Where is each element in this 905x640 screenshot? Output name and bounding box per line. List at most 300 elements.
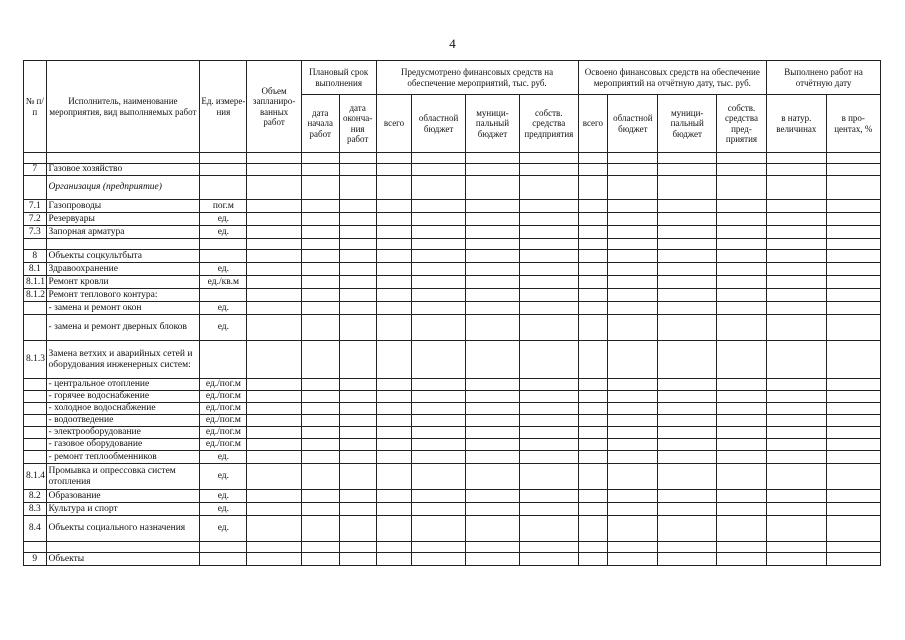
empty-cell xyxy=(412,176,465,200)
empty-cell xyxy=(376,403,412,415)
empty-cell xyxy=(520,391,578,403)
empty-cell xyxy=(301,553,339,566)
empty-cell xyxy=(465,164,519,176)
empty-cell xyxy=(412,503,465,516)
empty-cell xyxy=(301,464,339,490)
empty-cell xyxy=(339,379,376,391)
empty-cell xyxy=(826,289,880,302)
header-plan-end: дата оконча-ния работ xyxy=(339,95,376,153)
empty-cell xyxy=(608,226,658,239)
row-number xyxy=(24,439,47,451)
empty-cell xyxy=(301,427,339,439)
empty-cell xyxy=(376,341,412,379)
empty-cell xyxy=(767,250,826,263)
table-row xyxy=(24,176,881,200)
empty-cell xyxy=(247,542,301,553)
table-row xyxy=(24,315,881,341)
row-number xyxy=(24,302,47,315)
row-number: 8 xyxy=(24,250,47,263)
report-table xyxy=(23,60,881,566)
empty-cell xyxy=(376,250,412,263)
empty-cell xyxy=(301,341,339,379)
row-unit xyxy=(200,250,247,263)
empty-cell xyxy=(339,490,376,503)
table-row xyxy=(24,391,881,403)
empty-cell xyxy=(716,239,766,250)
row-name: Образование xyxy=(46,490,200,503)
empty-cell xyxy=(826,490,880,503)
empty-cell xyxy=(608,403,658,415)
empty-cell xyxy=(412,451,465,464)
empty-cell xyxy=(465,415,519,427)
table-row xyxy=(24,516,881,542)
empty-cell xyxy=(608,276,658,289)
empty-cell xyxy=(301,490,339,503)
header-municipal: муници-пальный бюджет xyxy=(465,95,519,153)
empty-cell xyxy=(658,226,716,239)
empty-cell xyxy=(465,542,519,553)
table-row xyxy=(24,490,881,503)
empty-cell xyxy=(520,439,578,451)
row-name: Здравоохранение xyxy=(46,263,200,276)
table-row xyxy=(24,213,881,226)
empty-cell xyxy=(301,176,339,200)
row-name: Объекты соцкультбыта xyxy=(46,250,200,263)
empty-cell xyxy=(376,553,412,566)
empty-cell xyxy=(339,503,376,516)
empty-cell xyxy=(520,503,578,516)
row-number xyxy=(24,403,47,415)
empty-cell xyxy=(339,341,376,379)
empty-cell xyxy=(465,226,519,239)
empty-cell xyxy=(465,315,519,341)
empty-cell xyxy=(339,315,376,341)
empty-cell xyxy=(716,302,766,315)
empty-cell xyxy=(716,503,766,516)
row-unit xyxy=(200,553,247,566)
empty-cell xyxy=(412,276,465,289)
header-own-spent: собств. средства пред-приятия xyxy=(716,95,766,153)
row-number: 8.1.3 xyxy=(24,341,47,379)
empty-cell xyxy=(767,302,826,315)
table-row xyxy=(24,164,881,176)
empty-cell xyxy=(716,226,766,239)
row-name: Резервуары xyxy=(46,213,200,226)
header-num: № п/п xyxy=(24,61,47,153)
empty-cell xyxy=(520,164,578,176)
empty-cell xyxy=(376,490,412,503)
row-unit: ед. xyxy=(200,302,247,315)
empty-cell xyxy=(716,379,766,391)
empty-cell xyxy=(578,263,608,276)
row-number xyxy=(24,379,47,391)
empty-cell xyxy=(520,341,578,379)
table-row xyxy=(24,250,881,263)
empty-cell xyxy=(376,315,412,341)
row-unit: ед. xyxy=(200,263,247,276)
empty-cell xyxy=(826,315,880,341)
empty-cell xyxy=(376,451,412,464)
empty-cell xyxy=(716,415,766,427)
row-name: Промывка и опрессовка систем отопления xyxy=(46,464,200,490)
empty-cell xyxy=(826,439,880,451)
empty-cell xyxy=(767,176,826,200)
empty-cell xyxy=(376,391,412,403)
empty-cell xyxy=(826,302,880,315)
empty-cell xyxy=(658,542,716,553)
empty-cell xyxy=(767,164,826,176)
row-name: Объекты xyxy=(46,553,200,566)
empty-cell xyxy=(376,213,412,226)
empty-cell xyxy=(520,239,578,250)
header-regional-spent: областной бюджет xyxy=(608,95,658,153)
row-name: - холодное водоснабжение xyxy=(46,403,200,415)
empty-cell xyxy=(465,391,519,403)
row-number xyxy=(24,415,47,427)
empty-cell xyxy=(520,427,578,439)
empty-cell xyxy=(412,439,465,451)
empty-cell xyxy=(658,379,716,391)
empty-cell xyxy=(716,542,766,553)
empty-cell xyxy=(578,289,608,302)
row-number: 7.3 xyxy=(24,226,47,239)
empty-cell xyxy=(301,516,339,542)
empty-cell xyxy=(301,503,339,516)
empty-cell xyxy=(716,439,766,451)
empty-cell xyxy=(767,379,826,391)
empty-cell xyxy=(578,439,608,451)
empty-cell xyxy=(578,427,608,439)
empty-cell xyxy=(608,379,658,391)
empty-cell xyxy=(376,289,412,302)
empty-cell xyxy=(658,315,716,341)
empty-cell xyxy=(716,403,766,415)
empty-cell xyxy=(826,516,880,542)
empty-cell xyxy=(247,263,301,276)
empty-cell xyxy=(412,239,465,250)
empty-cell xyxy=(578,451,608,464)
row-number: 8.4 xyxy=(24,516,47,542)
empty-cell xyxy=(608,391,658,403)
empty-cell xyxy=(412,226,465,239)
empty-cell xyxy=(716,341,766,379)
header-done: Выполнено работ на отчётную дату xyxy=(767,61,881,95)
empty-cell xyxy=(376,379,412,391)
empty-cell xyxy=(465,464,519,490)
empty-cell xyxy=(608,464,658,490)
row-unit: пог.м xyxy=(200,200,247,213)
empty-cell xyxy=(578,239,608,250)
row-name: - ремонт теплообменников xyxy=(46,451,200,464)
empty-cell xyxy=(520,302,578,315)
empty-cell xyxy=(826,176,880,200)
empty-cell xyxy=(247,239,301,250)
empty-cell xyxy=(339,263,376,276)
empty-cell xyxy=(716,553,766,566)
empty-cell xyxy=(658,464,716,490)
empty-cell xyxy=(767,341,826,379)
row-unit: ед. xyxy=(200,451,247,464)
empty-cell xyxy=(578,553,608,566)
empty-cell xyxy=(578,315,608,341)
header-natural: в натур. величинах xyxy=(767,95,826,153)
empty-cell xyxy=(520,516,578,542)
empty-cell xyxy=(247,164,301,176)
empty-cell xyxy=(608,503,658,516)
row-unit: ед. xyxy=(200,490,247,503)
empty-cell xyxy=(658,200,716,213)
empty-cell xyxy=(608,439,658,451)
empty-cell xyxy=(716,451,766,464)
empty-cell xyxy=(520,490,578,503)
empty-cell xyxy=(339,164,376,176)
header-percent: в про-центах, % xyxy=(826,95,880,153)
row-unit: ед. xyxy=(200,213,247,226)
row-unit xyxy=(200,289,247,302)
empty-cell xyxy=(716,427,766,439)
empty-cell xyxy=(247,276,301,289)
empty-cell xyxy=(247,439,301,451)
page-number: 4 xyxy=(449,36,456,51)
empty-cell xyxy=(465,503,519,516)
empty-cell xyxy=(578,516,608,542)
row-unit: ед./пог.м xyxy=(200,439,247,451)
empty-cell xyxy=(412,553,465,566)
empty-cell xyxy=(826,239,880,250)
empty-cell xyxy=(826,379,880,391)
empty-cell xyxy=(658,341,716,379)
empty-cell xyxy=(658,263,716,276)
empty-cell xyxy=(412,263,465,276)
empty-cell xyxy=(376,415,412,427)
empty-cell xyxy=(578,415,608,427)
row-unit: ед./пог.м xyxy=(200,427,247,439)
row-name: Запорная арматура xyxy=(46,226,200,239)
empty-cell xyxy=(412,200,465,213)
empty-cell xyxy=(608,213,658,226)
header-unit: Ед. измере-ния xyxy=(200,61,247,153)
empty-cell xyxy=(412,516,465,542)
table-row xyxy=(24,379,881,391)
row-number: 8.2 xyxy=(24,490,47,503)
empty-cell xyxy=(520,451,578,464)
empty-cell xyxy=(767,464,826,490)
empty-cell xyxy=(339,542,376,553)
empty-cell xyxy=(301,250,339,263)
table-row xyxy=(24,427,881,439)
empty-cell xyxy=(767,276,826,289)
empty-cell xyxy=(376,439,412,451)
empty-cell xyxy=(301,276,339,289)
row-name: Ремонт кровли xyxy=(46,276,200,289)
empty-cell xyxy=(247,451,301,464)
empty-cell xyxy=(826,503,880,516)
empty-cell xyxy=(608,164,658,176)
empty-cell xyxy=(301,415,339,427)
empty-cell xyxy=(658,213,716,226)
empty-cell xyxy=(608,176,658,200)
empty-cell xyxy=(608,415,658,427)
empty-cell xyxy=(376,200,412,213)
row-number: 7.2 xyxy=(24,213,47,226)
empty-cell xyxy=(301,451,339,464)
empty-cell xyxy=(200,542,247,553)
empty-cell xyxy=(412,415,465,427)
empty-cell xyxy=(716,200,766,213)
row-name: - водоотведение xyxy=(46,415,200,427)
empty-cell xyxy=(578,226,608,239)
empty-cell xyxy=(200,239,247,250)
table-row xyxy=(24,464,881,490)
empty-cell xyxy=(301,439,339,451)
empty-cell xyxy=(46,239,200,250)
empty-cell xyxy=(412,341,465,379)
empty-cell xyxy=(658,553,716,566)
empty-cell xyxy=(301,200,339,213)
empty-cell xyxy=(520,200,578,213)
table-row xyxy=(24,263,881,276)
empty-cell xyxy=(520,176,578,200)
empty-cell xyxy=(247,200,301,213)
empty-cell xyxy=(520,315,578,341)
row-unit: ед./пог.м xyxy=(200,391,247,403)
empty-cell xyxy=(247,503,301,516)
empty-cell xyxy=(301,239,339,250)
empty-cell xyxy=(716,276,766,289)
row-name: - электрооборудование xyxy=(46,427,200,439)
row-unit: ед./пог.м xyxy=(200,403,247,415)
empty-cell xyxy=(608,516,658,542)
empty-cell xyxy=(339,553,376,566)
empty-cell xyxy=(412,403,465,415)
row-number: 8.1.2 xyxy=(24,289,47,302)
empty-cell xyxy=(767,490,826,503)
table-row xyxy=(24,200,881,213)
table-row xyxy=(24,226,881,239)
empty-cell xyxy=(716,164,766,176)
empty-cell xyxy=(520,464,578,490)
table-body xyxy=(24,164,881,566)
empty-cell xyxy=(376,516,412,542)
table-row xyxy=(24,439,881,451)
table-row xyxy=(24,451,881,464)
empty-cell xyxy=(608,200,658,213)
empty-cell xyxy=(767,553,826,566)
empty-cell xyxy=(608,490,658,503)
empty-cell xyxy=(578,403,608,415)
empty-cell xyxy=(465,427,519,439)
empty-cell xyxy=(339,226,376,239)
empty-cell xyxy=(412,164,465,176)
empty-cell xyxy=(658,439,716,451)
empty-cell xyxy=(412,302,465,315)
empty-cell xyxy=(826,226,880,239)
row-number xyxy=(24,391,47,403)
header-plan-start: дата начала работ xyxy=(301,95,339,153)
header-regional: областной бюджет xyxy=(412,95,465,153)
empty-cell xyxy=(578,200,608,213)
empty-cell xyxy=(412,379,465,391)
empty-cell xyxy=(608,250,658,263)
empty-cell xyxy=(247,176,301,200)
empty-cell xyxy=(412,490,465,503)
empty-cell xyxy=(767,503,826,516)
row-unit: ед./кв.м xyxy=(200,276,247,289)
empty-cell xyxy=(412,391,465,403)
row-number: 8.1 xyxy=(24,263,47,276)
empty-cell xyxy=(247,341,301,379)
empty-cell xyxy=(339,464,376,490)
empty-cell xyxy=(826,464,880,490)
empty-cell xyxy=(658,516,716,542)
empty-cell xyxy=(767,427,826,439)
empty-cell xyxy=(247,427,301,439)
spacer-row xyxy=(24,542,881,553)
empty-cell xyxy=(578,379,608,391)
row-name: - замена и ремонт окон xyxy=(46,302,200,315)
empty-cell xyxy=(412,315,465,341)
empty-cell xyxy=(339,239,376,250)
empty-cell xyxy=(339,213,376,226)
empty-cell xyxy=(716,516,766,542)
empty-cell xyxy=(578,302,608,315)
row-number xyxy=(24,451,47,464)
spacer-row xyxy=(24,239,881,250)
row-number: 8.3 xyxy=(24,503,47,516)
empty-cell xyxy=(826,200,880,213)
empty-cell xyxy=(767,213,826,226)
empty-cell xyxy=(376,176,412,200)
empty-cell xyxy=(247,553,301,566)
row-unit: ед. xyxy=(200,516,247,542)
row-unit: ед. xyxy=(200,464,247,490)
empty-cell xyxy=(767,289,826,302)
empty-cell xyxy=(520,542,578,553)
row-name: Замена ветхих и аварийных сетей и оборудования инженерных систем: xyxy=(46,341,200,379)
empty-cell xyxy=(339,176,376,200)
row-number: 8.1.1 xyxy=(24,276,47,289)
header-executor: Исполнитель, наименование мероприятия, вид выполняемых работ xyxy=(46,61,200,153)
empty-cell xyxy=(247,315,301,341)
empty-cell xyxy=(520,553,578,566)
table-row xyxy=(24,341,881,379)
empty-cell xyxy=(520,213,578,226)
empty-cell xyxy=(465,516,519,542)
empty-cell xyxy=(520,250,578,263)
row-name: Газопроводы xyxy=(46,200,200,213)
empty-cell xyxy=(412,427,465,439)
row-number: 7.1 xyxy=(24,200,47,213)
empty-cell xyxy=(339,302,376,315)
empty-cell xyxy=(658,289,716,302)
table-row xyxy=(24,289,881,302)
empty-cell xyxy=(301,403,339,415)
empty-cell xyxy=(767,403,826,415)
empty-cell xyxy=(826,391,880,403)
empty-cell xyxy=(520,263,578,276)
empty-cell xyxy=(376,464,412,490)
empty-cell xyxy=(247,464,301,490)
empty-cell xyxy=(301,379,339,391)
table-row xyxy=(24,276,881,289)
empty-cell xyxy=(465,250,519,263)
empty-cell xyxy=(301,302,339,315)
row-unit: ед. xyxy=(200,315,247,341)
empty-cell xyxy=(826,250,880,263)
empty-cell xyxy=(339,391,376,403)
empty-cell xyxy=(376,542,412,553)
empty-cell xyxy=(301,391,339,403)
